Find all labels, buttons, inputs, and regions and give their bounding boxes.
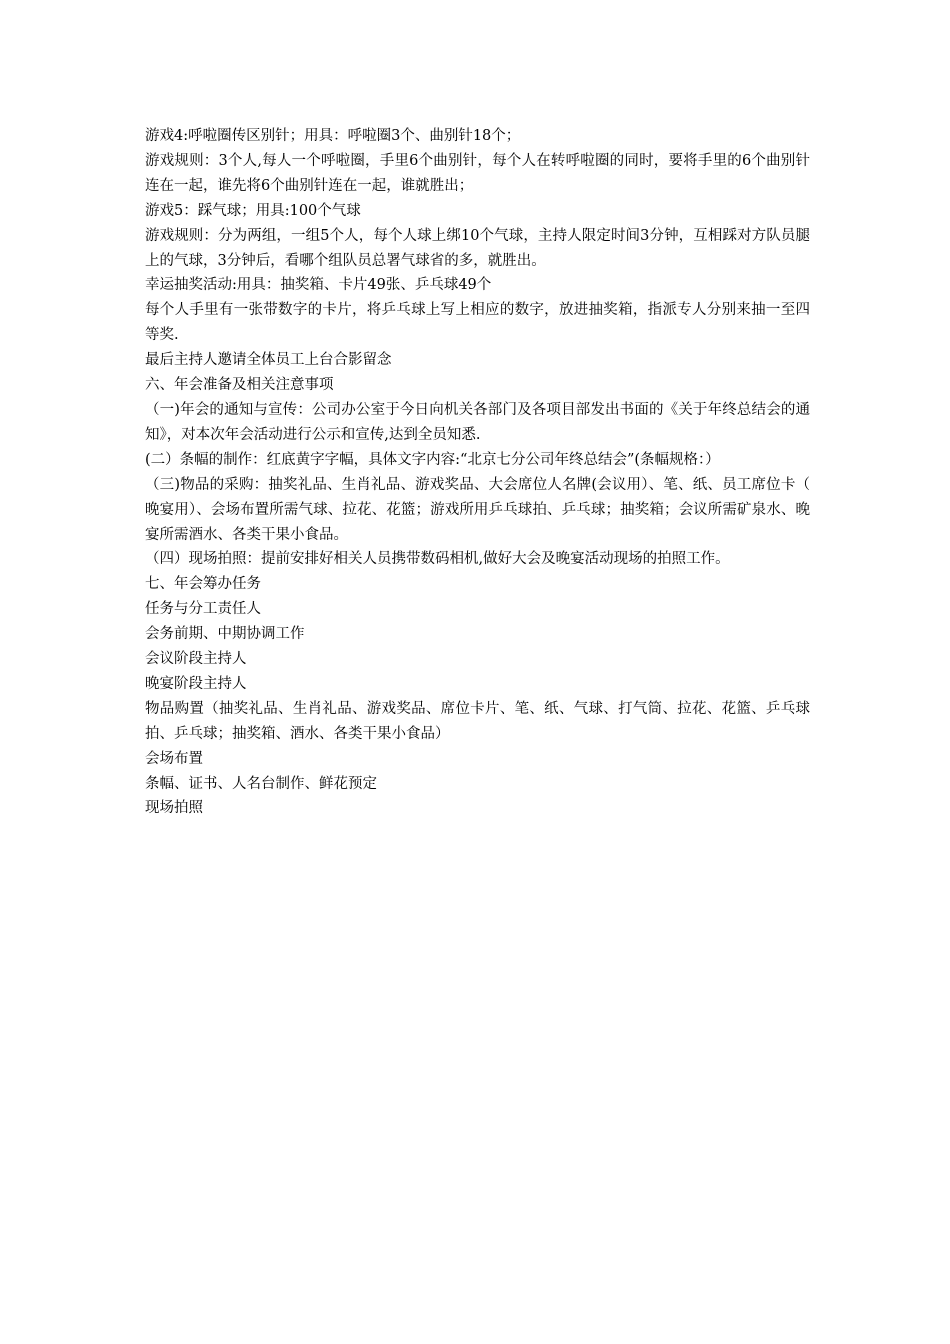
paragraph-game4: 游戏4:呼啦圈传区别针；用具：呼啦圈3个、曲别针18个； (145, 128, 521, 144)
task-header: 任务与分工责任人 (145, 601, 261, 618)
section-heading-tasks: 七、年会筹办任务 (145, 576, 261, 593)
paragraph-lucky-draw-rules: 每个人手里有一张带数字的卡片，将乒乓球上写上相应的数字，放进抽奖箱，指派专人分别来抽一至四等奖. (145, 302, 810, 344)
task-item-banquet-host: 晚宴阶段主持人 (145, 675, 247, 692)
paragraph-banner: (二）条幅的制作：红底黄字字幅，具体文字内容:“北京七分公司年终总结会”(条幅规格：） (145, 451, 720, 468)
section-heading-preparation: 六、年会准备及相关注意事项 (145, 377, 334, 394)
paragraph-game4-rules: 游戏规则：3个人,每人一个呼啦圈，手里6个曲别针，每个人在转呼啦圈的同时，要将手里的6个曲别针连在一起，谁先将6个曲别针连在一起，谁就胜出； (145, 152, 810, 194)
paragraph-photography: （四）现场拍照：提前安排好相关人员携带数码相机,做好大会及晚宴活动现场的拍照工作。 (145, 551, 730, 568)
paragraph-group-photo: 最后主持人邀请全体员工上台合影留念 (145, 352, 392, 369)
paragraph-purchasing: （三)物品的采购：抽奖礼品、生肖礼品、游戏奖品、大会席位人名牌(会议用）、笔、纸、员工席位卡（晚宴用）、会场布置所需气球、拉花、花篮；游戏所用乒乓球拍、乒乓球；抽奖箱；会议所需矿泉水、晚宴所需酒水、各类干果小食品。 (145, 476, 810, 543)
paragraph-lucky-draw: 幸运抽奖活动:用具：抽奖箱、卡片49张、乒乓球49个 (145, 277, 492, 294)
task-item-banner-certificates: 条幅、证书、人名台制作、鲜花预定 (145, 775, 377, 792)
paragraph-game5-rules: 游戏规则：分为两组，一组5个人，每个人球上绑10个气球，主持人限定时间3分钟，互相踩对方队员腿上的气球，3分钟后，看哪个组队员总署气球省的多，就胜出。 (145, 227, 810, 269)
task-item-venue-setup: 会场布置 (145, 750, 203, 767)
task-item-photography: 现场拍照 (145, 800, 203, 817)
paragraph-game5: 游戏5：踩气球；用具:100个气球 (145, 202, 361, 219)
task-item-coordination: 会务前期、中期协调工作 (145, 626, 305, 643)
paragraph-notice: （一)年会的通知与宣传：公司办公室于今日向机关各部门及各项目部发出书面的《关于年终总结会的通知》，对本次年会活动进行公示和宣传,达到全员知悉. (145, 401, 810, 443)
task-item-purchasing: 物品购置（抽奖礼品、生肖礼品、游戏奖品、席位卡片、笔、纸、气球、打气筒、拉花、花篮、乒乓球拍、乒乓球；抽奖箱、酒水、各类干果小食品） (145, 700, 810, 742)
task-item-meeting-host: 会议阶段主持人 (145, 651, 247, 668)
document-body (145, 124, 810, 821)
